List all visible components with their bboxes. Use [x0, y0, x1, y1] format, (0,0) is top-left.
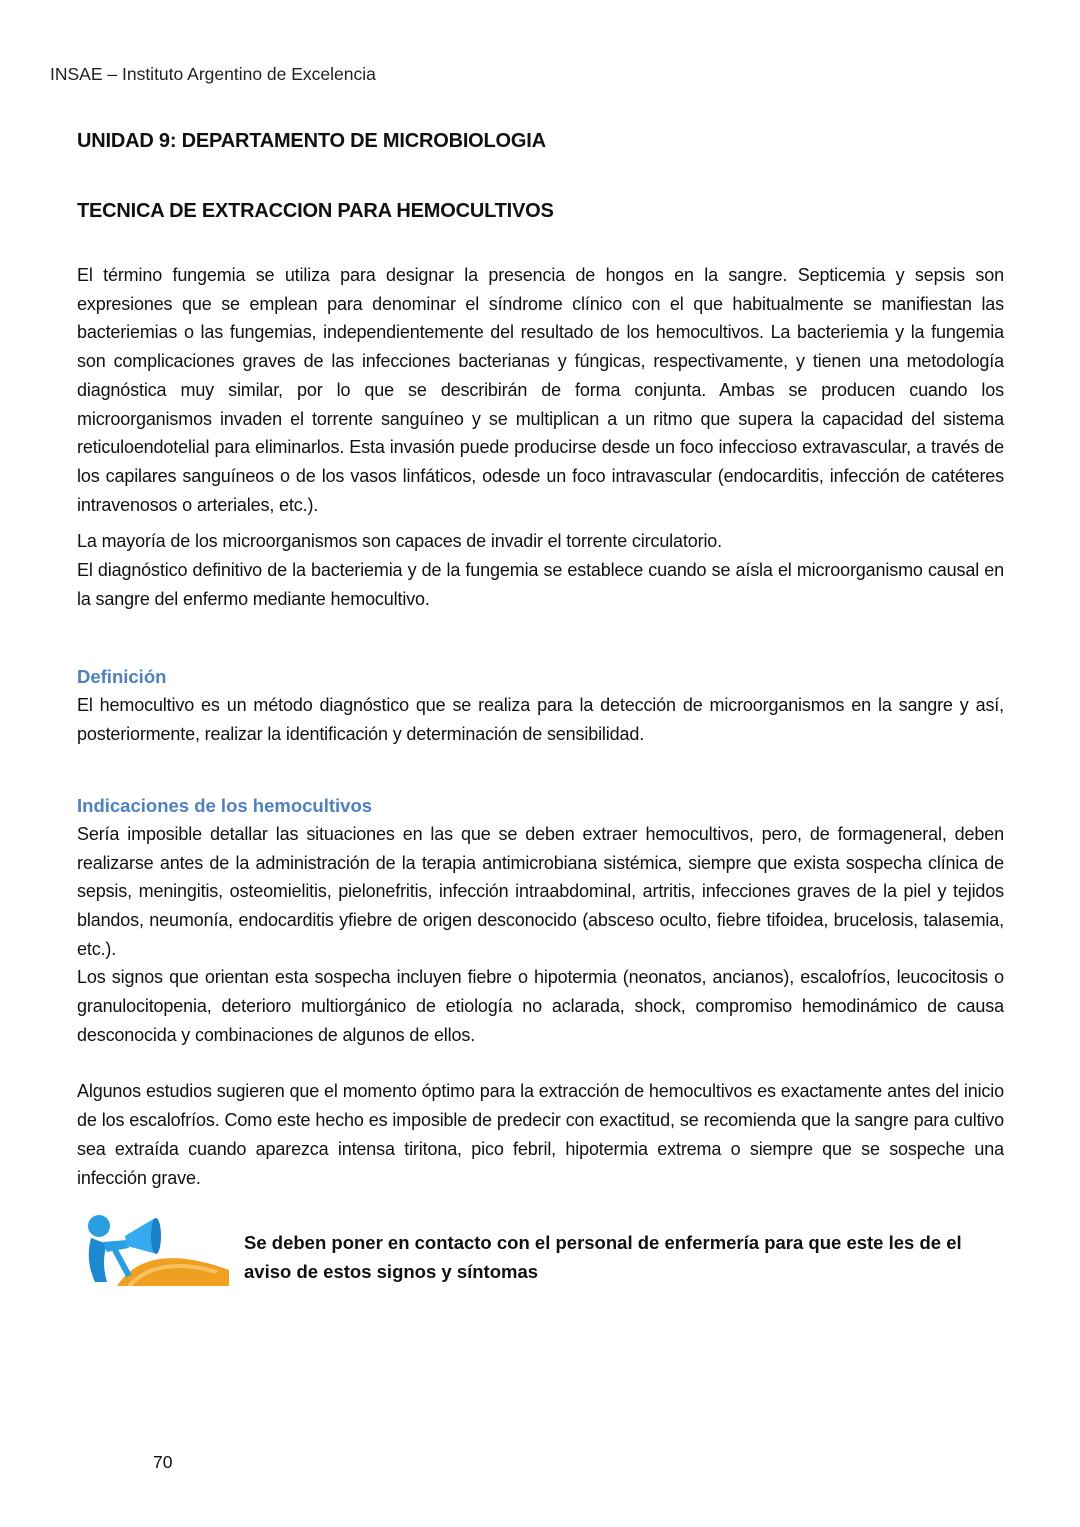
unit-title: UNIDAD 9: DEPARTAMENTO DE MICROBIOLOGIA: [77, 130, 546, 152]
document-header: INSAE – Instituto Argentino de Excelencia: [50, 64, 376, 84]
intro-paragraph: El diagnóstico definitivo de la bacteriemia y de la fungemia se establece cuando se aísla el microorganismo causal en la sangre del enfermo mediante hemocultivo.: [77, 560, 1004, 609]
section-heading-indicaciones: Indicaciones de los hemocultivos: [77, 794, 373, 816]
callout-text: Se deben poner en contacto con el personal de enfermería para que este les de el aviso de estos signos y síntomas: [244, 1232, 962, 1282]
topic-title: TECNICA DE EXTRACCION PARA HEMOCULTIVOS: [77, 200, 554, 222]
definicion-text: El hemocultivo es un método diagnóstico que se realiza para la detección de microorganismos en la sangre y así, posteriormente, realizar la identificación y determinación de sensibilidad.: [77, 695, 1004, 745]
megaphone-figure-icon: [77, 1210, 229, 1286]
page-number: 70: [153, 1452, 173, 1472]
callout: [77, 1210, 1004, 1290]
indicaciones-paragraph: Algunos estudios sugieren que el momento óptimo para la extracción de hemocultivos es exactamente antes del inicio de los escalofríos. Como este hecho es imposible de predecir con exactitud, se recomienda que la sangre para cultivo sea extraída cuando aparezca intensa tiritona, pico febril, hipotermia extrema o siempre que se sospeche una infección grave.: [77, 1081, 1004, 1188]
intro-paragraph: El término fungemia se utiliza para designar la presencia de hongos en la sangre. Septicemia y sepsis son expresiones que se emplean para denominar el síndrome clínico con el que habitualmente se manifiestan las bacteriemias o las fungemias, independientemente del resultado de los hemocultivos. La bacteriemia y la fungemia son complicaciones graves de las infecciones bacterianas y fúngicas, respectivamente, y tienen una metodología diagnóstica muy similar, por lo que se describirán de forma conjunta. Ambas se producen cuando los microorganismos invaden el torrente sanguíneo y se multiplican a un ritmo que supera la capacidad del sistema reticuloendotelial para eliminarlos. Esta invasión puede producirse desde un foco infeccioso extravascular, a través de los capilares sanguíneos o de los vasos linfáticos, odesde un foco intravascular (endocarditis, infección de catéteres intravenosos o arteriales, etc.).: [77, 265, 1004, 515]
indicaciones-paragraph: Sería imposible detallar las situaciones en las que se deben extraer hemocultivos, pero, de formageneral, deben realizarse antes de la administración de la terapia antimicrobiana sistémica, siempre que exista sospecha clínica de sepsis, meningitis, osteomielitis, pielonefritis, infección intraabdominal, artritis, infecciones graves de la piel y tejidos blandos, neumonía, endocarditis yfiebre de origen desconocido (absceso oculto, fiebre tifoidea, brucelosis, talasemia, etc.).: [77, 823, 1004, 959]
intro-paragraph: La mayoría de los microorganismos son capaces de invadir el torrente circulatorio.: [77, 531, 723, 552]
page-content: [77, 130, 1004, 1192]
section-heading-definicion: Definición: [77, 666, 167, 688]
indicaciones-paragraph: Los signos que orientan esta sospecha incluyen fiebre o hipotermia (neonatos, ancianos), escalofríos, leucocitosis o granulocitopenia, deterioro multiorgánico de etiología no aclarada, shock, compromiso hemodinámico de causa desconocida y combinaciones de algunos de ellos.: [77, 967, 1004, 1045]
